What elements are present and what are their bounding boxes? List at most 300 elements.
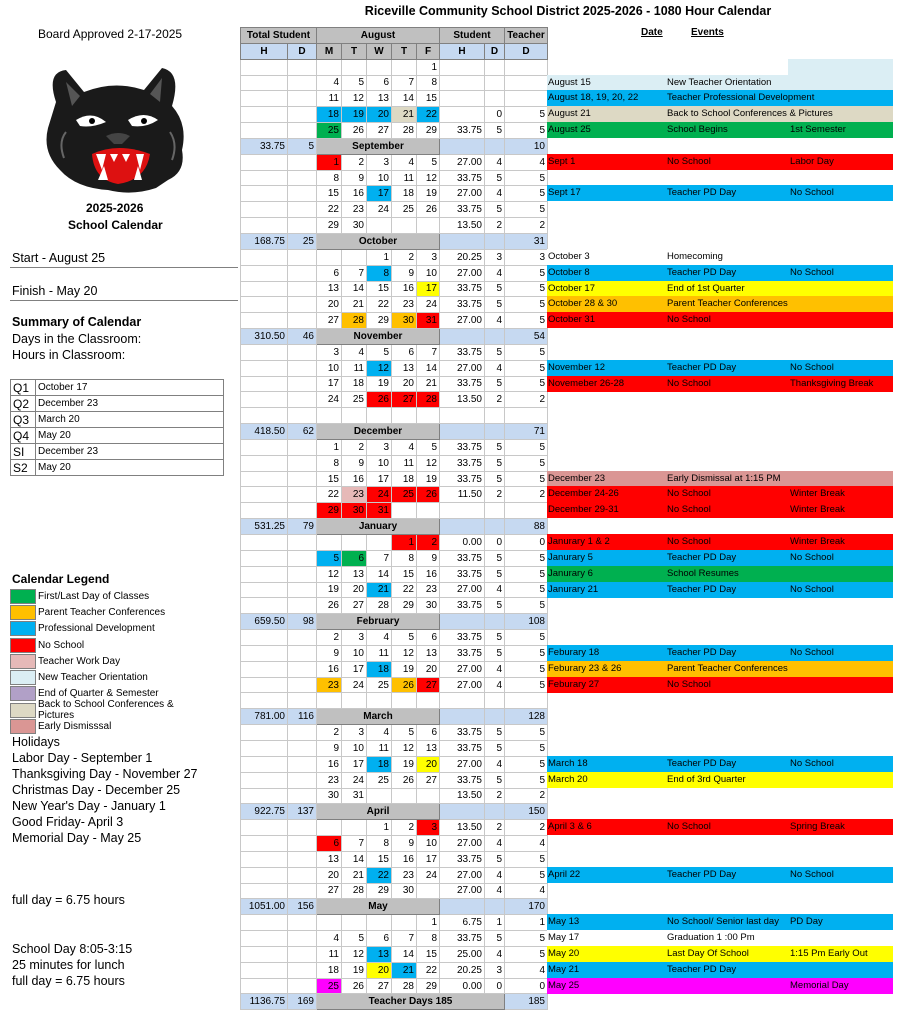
days-in-classroom-label: Days in the Classroom:	[12, 332, 142, 346]
student-cell: 4	[485, 661, 505, 677]
legend-swatch	[10, 589, 36, 604]
teacher-cell: 10	[505, 138, 548, 154]
day-cell: 12	[417, 455, 440, 471]
event-name: No School/ Senior last day	[667, 916, 779, 927]
day-cell	[417, 503, 440, 519]
day-cell: 20	[342, 582, 367, 598]
week-row	[241, 487, 548, 503]
calendar-year-title: 2025-2026	[86, 201, 144, 215]
total-student-cell	[288, 962, 317, 978]
quarter-row	[11, 428, 224, 444]
student-cell: 1	[485, 915, 505, 931]
day-cell: 7	[342, 836, 367, 852]
quarter-date: December 23	[36, 396, 224, 412]
total-student-cell	[241, 677, 288, 693]
event-name: Teacher PD Day	[667, 869, 737, 880]
page-title: Riceville Community School District 2025-2026 - 1080 Hour Calendar	[364, 4, 772, 18]
day-cell: 26	[367, 392, 392, 408]
event-row	[547, 582, 893, 598]
day-cell	[367, 59, 392, 75]
week-row	[241, 582, 548, 598]
student-cell: 33.75	[440, 202, 485, 218]
teacher-cell: 5	[505, 598, 548, 614]
total-student-cell	[241, 740, 288, 756]
day-cell: 9	[392, 836, 417, 852]
student-cell: 5	[485, 471, 505, 487]
student-cell	[440, 693, 485, 709]
teacher-cell: 4	[505, 154, 548, 170]
student-cell	[440, 503, 485, 519]
event-date: March 20	[548, 774, 588, 785]
day-cell: 12	[392, 645, 417, 661]
total-student-cell	[288, 344, 317, 360]
legend-label: Professional Development	[38, 623, 155, 635]
day-cell: 27	[317, 883, 342, 899]
day-cell: 17	[367, 186, 392, 202]
total-student-cell	[288, 598, 317, 614]
event-note: Winter Break	[790, 488, 845, 499]
student-cell: 33.75	[440, 772, 485, 788]
event-name: No School	[667, 679, 711, 690]
legend-label: Early Dismisssal	[38, 721, 112, 733]
teacher-cell: 128	[505, 709, 548, 725]
day-cell: 10	[317, 360, 342, 376]
week-row	[241, 281, 548, 297]
event-date: May 21	[548, 964, 580, 975]
event-row	[547, 75, 893, 91]
event-name: Parent Teacher Conferences	[667, 663, 788, 674]
total-student-cell	[241, 645, 288, 661]
divider	[10, 267, 238, 268]
quarter-table	[10, 379, 224, 476]
student-cell: 33.75	[440, 630, 485, 646]
day-cell: 15	[392, 566, 417, 582]
day-cell: 22	[417, 107, 440, 123]
day-cell	[342, 915, 367, 931]
week-row	[241, 218, 548, 234]
week-row	[241, 946, 548, 962]
week-row	[241, 186, 548, 202]
total-student-cell	[241, 962, 288, 978]
day-cell: 24	[417, 867, 440, 883]
event-name: Teacher PD Day	[667, 187, 737, 198]
student-cell	[440, 59, 485, 75]
event-date: December 23	[548, 473, 606, 484]
legend-item	[10, 699, 190, 722]
quarter-date: December 23	[36, 444, 224, 460]
day-cell: 30	[392, 313, 417, 329]
event-row	[547, 376, 893, 392]
week-row	[241, 408, 548, 424]
day-cell: 24	[417, 297, 440, 313]
day-cell: 26	[417, 202, 440, 218]
week-row	[241, 535, 548, 551]
quarter-date: May 20	[36, 428, 224, 444]
student-cell	[440, 519, 485, 535]
day-cell: 2	[392, 820, 417, 836]
event-date: Janurary 1 & 2	[548, 536, 610, 547]
total-student-cell	[288, 915, 317, 931]
day-cell	[317, 915, 342, 931]
day-cell: 27	[342, 598, 367, 614]
total-student-cell	[241, 661, 288, 677]
day-cell	[392, 915, 417, 931]
day-cell: 16	[417, 566, 440, 582]
day-cell: 22	[417, 962, 440, 978]
day-cell: 14	[392, 91, 417, 107]
event-row	[547, 962, 893, 978]
day-cell: 6	[392, 344, 417, 360]
student-cell: 27.00	[440, 582, 485, 598]
day-cell: 11	[367, 740, 392, 756]
day-cell: 13	[342, 566, 367, 582]
legend-label: First/Last Day of Classes	[38, 590, 150, 602]
total-student-cell: 781.00	[241, 709, 288, 725]
student-cell	[440, 138, 485, 154]
student-cell: 5	[485, 297, 505, 313]
student-cell: 33.75	[440, 455, 485, 471]
teacher-cell: 5	[505, 344, 548, 360]
teacher-cell: 2	[505, 487, 548, 503]
day-cell: 1	[417, 915, 440, 931]
quarter-row	[11, 460, 224, 476]
event-name: Back to School Conferences & Pictures	[667, 108, 833, 119]
month-row	[241, 519, 548, 535]
event-date: Feburary 18	[548, 647, 600, 658]
day-cell: 8	[367, 836, 392, 852]
board-approved-label: Board Approved 2-17-2025	[38, 27, 183, 41]
total-student-cell	[288, 725, 317, 741]
event-row	[547, 819, 893, 835]
day-cell: 29	[367, 313, 392, 329]
total-student-cell	[288, 123, 317, 139]
day-cell: 24	[367, 202, 392, 218]
legend-item	[10, 604, 190, 620]
total-student-cell	[288, 582, 317, 598]
day-cell: 21	[417, 376, 440, 392]
event-name: No School	[667, 488, 711, 499]
total-student-cell: 33.75	[241, 138, 288, 154]
event-row	[547, 930, 893, 946]
holiday-item: Christmas Day - December 25	[12, 783, 181, 797]
student-cell: 2	[485, 788, 505, 804]
day-cell	[317, 249, 342, 265]
day-cell: 11	[392, 455, 417, 471]
day-cell: 23	[392, 867, 417, 883]
quarter-date: March 20	[36, 412, 224, 428]
total-student-cell	[288, 360, 317, 376]
day-cell: 2	[317, 630, 342, 646]
student-cell: 20.25	[440, 249, 485, 265]
day-cell: 20	[317, 297, 342, 313]
student-cell: 25.00	[440, 946, 485, 962]
week-row	[241, 360, 548, 376]
student-cell: 4	[485, 677, 505, 693]
day-cell: 19	[417, 471, 440, 487]
event-row	[788, 59, 893, 75]
student-cell: 5	[485, 202, 505, 218]
weekday-header: T	[392, 43, 417, 59]
student-cell: 0	[485, 978, 505, 994]
week-row	[241, 915, 548, 931]
day-cell: 10	[342, 740, 367, 756]
day-cell: 28	[342, 313, 367, 329]
student-cell: 5	[485, 376, 505, 392]
day-cell: 22	[317, 202, 342, 218]
event-row	[547, 90, 893, 106]
day-cell: 23	[317, 677, 342, 693]
event-row	[547, 677, 893, 693]
day-cell: 4	[342, 344, 367, 360]
week-row	[241, 471, 548, 487]
teacher-cell: 71	[505, 424, 548, 440]
student-cell: 2	[485, 820, 505, 836]
day-cell: 3	[417, 249, 440, 265]
total-student-cell	[241, 360, 288, 376]
week-row	[241, 107, 548, 123]
day-cell: 1	[417, 59, 440, 75]
quarter-row	[11, 444, 224, 460]
day-cell: 15	[317, 186, 342, 202]
event-date: Janurary 6	[548, 568, 593, 579]
teacher-cell	[505, 693, 548, 709]
event-date: Sept 17	[548, 187, 581, 198]
day-cell: 14	[342, 851, 367, 867]
teacher-cell: 5	[505, 725, 548, 741]
event-name: Teacher PD Day	[667, 267, 737, 278]
events-column-header: Events	[691, 27, 724, 38]
total-student-cell	[241, 313, 288, 329]
day-cell: 8	[417, 75, 440, 91]
event-name: Graduation 1 :00 Pm	[667, 932, 755, 943]
event-row	[547, 978, 893, 994]
total-student-cell	[288, 297, 317, 313]
day-cell: 7	[392, 75, 417, 91]
month-row	[241, 614, 548, 630]
teacher-cell: 54	[505, 329, 548, 345]
day-cell: 1	[317, 154, 342, 170]
month-label: February	[317, 614, 440, 630]
total-student-cell: 169	[288, 994, 317, 1010]
day-cell: 21	[392, 962, 417, 978]
day-cell	[317, 535, 342, 551]
week-row	[241, 550, 548, 566]
day-cell: 22	[367, 867, 392, 883]
day-cell: 19	[417, 186, 440, 202]
total-student-cell	[241, 186, 288, 202]
day-cell: 29	[392, 598, 417, 614]
calendar-legend	[10, 588, 190, 735]
legend-label: Back to School Conferences & Pictures	[38, 699, 174, 722]
day-cell: 9	[417, 550, 440, 566]
student-cell: 4	[485, 946, 505, 962]
total-student-cell	[241, 249, 288, 265]
legend-item	[10, 669, 190, 685]
student-cell: 27.00	[440, 186, 485, 202]
week-row	[241, 962, 548, 978]
student-cell: 4	[485, 883, 505, 899]
week-row	[241, 170, 548, 186]
day-cell: 29	[417, 123, 440, 139]
day-cell: 4	[392, 439, 417, 455]
day-cell: 25	[392, 202, 417, 218]
student-cell: 5	[485, 455, 505, 471]
total-student-cell	[241, 344, 288, 360]
total-student-cell	[288, 693, 317, 709]
day-cell: 2	[342, 439, 367, 455]
month-row	[241, 899, 548, 915]
total-student-cell	[241, 154, 288, 170]
teacher-cell: 5	[505, 439, 548, 455]
student-cell: 4	[485, 313, 505, 329]
days-col-header: D	[288, 43, 317, 59]
day-cell: 5	[392, 630, 417, 646]
day-cell: 1	[392, 535, 417, 551]
teacher-cell: 5	[505, 566, 548, 582]
total-student-cell	[241, 487, 288, 503]
day-cell: 14	[342, 281, 367, 297]
student-cell: 33.75	[440, 123, 485, 139]
student-cell: 4	[485, 756, 505, 772]
quarter-key: Q1	[11, 380, 36, 396]
event-row	[547, 312, 893, 328]
day-cell: 3	[317, 344, 342, 360]
day-cell	[417, 218, 440, 234]
week-row	[241, 202, 548, 218]
student-cell: 33.75	[440, 645, 485, 661]
event-name: Teacher PD Day	[667, 584, 737, 595]
teacher-cell: 5	[505, 186, 548, 202]
student-cell: 13.50	[440, 392, 485, 408]
day-cell	[342, 820, 367, 836]
event-row	[547, 265, 893, 281]
day-cell: 2	[342, 154, 367, 170]
student-cell: 27.00	[440, 836, 485, 852]
total-student-cell	[241, 59, 288, 75]
week-row	[241, 297, 548, 313]
student-cell	[440, 804, 485, 820]
day-cell: 21	[342, 867, 367, 883]
day-cell: 18	[392, 186, 417, 202]
day-cell: 18	[367, 756, 392, 772]
day-cell	[317, 693, 342, 709]
teacher-cell: 170	[505, 899, 548, 915]
event-note: No School	[790, 362, 834, 373]
student-cell: 5	[485, 598, 505, 614]
month-row	[241, 233, 548, 249]
event-name: End of 1st Quarter	[667, 283, 745, 294]
teacher-cell: 5	[505, 170, 548, 186]
day-cell: 2	[317, 725, 342, 741]
school-day-times: School Day 8:05-3:15	[12, 942, 133, 956]
student-cell	[485, 804, 505, 820]
day-cell: 19	[342, 107, 367, 123]
day-cell: 16	[392, 281, 417, 297]
event-name: Teacher PD Day	[667, 362, 737, 373]
day-cell: 16	[317, 661, 342, 677]
day-cell: 3	[342, 725, 367, 741]
legend-swatch	[10, 703, 36, 718]
week-row	[241, 836, 548, 852]
total-student-cell: 137	[288, 804, 317, 820]
event-row	[547, 946, 893, 962]
teacher-cell: 5	[505, 867, 548, 883]
event-row	[547, 249, 893, 265]
teacher-cell: 5	[505, 851, 548, 867]
legend-swatch	[10, 621, 36, 636]
day-cell: 5	[392, 725, 417, 741]
event-date: October 31	[548, 314, 595, 325]
event-row	[547, 122, 893, 138]
total-student-cell	[241, 550, 288, 566]
student-cell: 4	[485, 186, 505, 202]
student-cell: 33.75	[440, 281, 485, 297]
day-cell: 20	[317, 867, 342, 883]
total-student-cell	[241, 170, 288, 186]
event-date: August 18, 19, 20, 22	[548, 92, 639, 103]
teacher-cell	[505, 91, 548, 107]
day-cell: 21	[392, 107, 417, 123]
day-cell: 24	[317, 392, 342, 408]
teacher-cell: 2	[505, 392, 548, 408]
quarter-key: Q2	[11, 396, 36, 412]
student-cell: 33.75	[440, 725, 485, 741]
teacher-cell: 5	[505, 123, 548, 139]
student-cell	[440, 75, 485, 91]
legend-label: New Teacher Orientation	[38, 672, 148, 684]
day-cell: 16	[317, 756, 342, 772]
event-row	[547, 661, 893, 677]
day-cell	[392, 59, 417, 75]
total-student-cell	[241, 582, 288, 598]
total-student-cell	[241, 598, 288, 614]
week-row	[241, 154, 548, 170]
student-cell: 27.00	[440, 677, 485, 693]
week-row	[241, 313, 548, 329]
student-cell	[485, 503, 505, 519]
day-cell: 26	[317, 598, 342, 614]
month-label: January	[317, 519, 440, 535]
day-cell	[392, 788, 417, 804]
total-student-cell: 5	[288, 138, 317, 154]
day-cell: 8	[417, 931, 440, 947]
day-cell: 5	[342, 931, 367, 947]
total-student-cell	[288, 535, 317, 551]
total-student-cell	[241, 503, 288, 519]
student-cell: 3	[485, 962, 505, 978]
day-cell: 11	[367, 645, 392, 661]
day-cell: 20	[392, 376, 417, 392]
student-days-header: D	[485, 43, 505, 59]
event-note: PD Day	[790, 916, 823, 927]
student-cell: 33.75	[440, 471, 485, 487]
quarter-key: S2	[11, 460, 36, 476]
month-label: May	[317, 899, 440, 915]
day-cell: 3	[367, 154, 392, 170]
event-name: No School	[667, 156, 711, 167]
student-cell: 13.50	[440, 788, 485, 804]
day-cell: 24	[342, 772, 367, 788]
month-row	[241, 994, 548, 1010]
holiday-item: Labor Day - September 1	[12, 751, 153, 765]
event-note: No School	[790, 267, 834, 278]
full-day-note: full day = 6.75 hours	[12, 893, 125, 907]
day-cell: 29	[317, 218, 342, 234]
day-cell: 7	[367, 550, 392, 566]
month-label: March	[317, 709, 440, 725]
student-cell	[485, 59, 505, 75]
teacher-cell: 88	[505, 519, 548, 535]
